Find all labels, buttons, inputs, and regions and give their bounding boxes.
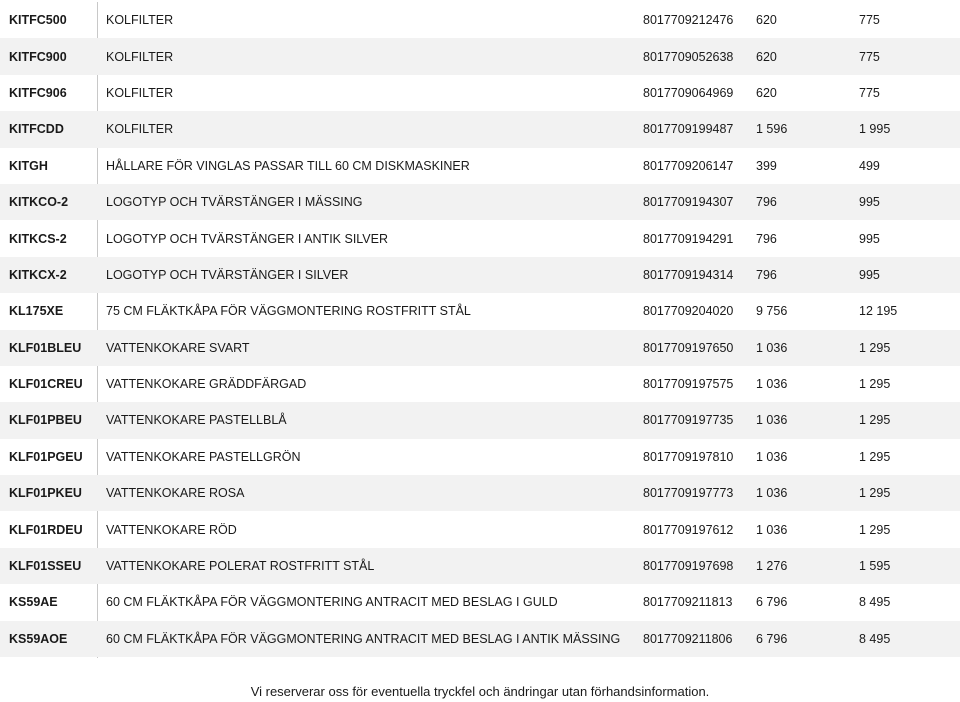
table-row (0, 257, 960, 293)
table-row (0, 511, 960, 547)
price-incl-vat: 1 295 (859, 449, 891, 464)
price-excl-vat: 1 036 (756, 377, 788, 392)
price-excl-vat: 9 756 (756, 304, 788, 319)
product-description: KOLFILTER (106, 85, 174, 100)
product-code: KLF01PGEU (9, 449, 83, 464)
price-incl-vat: 1 295 (859, 377, 891, 392)
table-row (0, 584, 960, 620)
table-row (0, 621, 960, 657)
product-code: KITFC906 (9, 85, 67, 100)
product-code: KITFC900 (9, 49, 67, 64)
price-excl-vat: 1 036 (756, 522, 788, 537)
product-code: KLF01BLEU (9, 340, 82, 355)
product-code: KL175XE (9, 304, 64, 319)
product-description: LOGOTYP OCH TVÄRSTÄNGER I ANTIK SILVER (106, 231, 389, 246)
ean-code: 8017709211806 (643, 631, 733, 646)
price-excl-vat: 1 036 (756, 486, 788, 501)
price-excl-vat: 1 036 (756, 413, 788, 428)
ean-code: 8017709197575 (643, 377, 734, 392)
product-code: KITKCX-2 (9, 267, 67, 282)
ean-code: 8017709197612 (643, 522, 734, 537)
table-row (0, 475, 960, 511)
ean-code: 8017709197810 (643, 449, 734, 464)
product-description: 60 CM FLÄKTKÅPA FÖR VÄGGMONTERING ANTRACIT MED BESLAG I GULD (106, 595, 558, 610)
table-row (0, 220, 960, 256)
product-code: KS59AE (9, 595, 58, 610)
product-code: KLF01SSEU (9, 559, 82, 574)
ean-code: 8017709197773 (643, 486, 734, 501)
table-row (0, 2, 960, 38)
price-excl-vat: 620 (756, 85, 777, 100)
product-description: 60 CM FLÄKTKÅPA FÖR VÄGGMONTERING ANTRACIT MED BESLAG I ANTIK MÄSSING (106, 631, 621, 646)
table-row (0, 184, 960, 220)
table-row (0, 366, 960, 402)
price-excl-vat: 1 596 (756, 122, 788, 137)
product-description: VATTENKOKARE GRÄDDFÄRGAD (106, 377, 307, 392)
product-description: VATTENKOKARE SVART (106, 340, 250, 355)
footer-note: Vi reserverar oss för eventuella tryckfel och ändringar utan förhandsinformation. (250, 684, 710, 699)
ean-code: 8017709194314 (643, 267, 734, 282)
price-excl-vat: 6 796 (756, 631, 788, 646)
product-description: 75 CM FLÄKTKÅPA FÖR VÄGGMONTERING ROSTFRITT STÅL (106, 304, 471, 319)
price-incl-vat: 995 (859, 267, 880, 282)
price-excl-vat: 1 276 (756, 559, 788, 574)
product-code: KITGH (9, 158, 48, 173)
price-excl-vat: 399 (756, 158, 777, 173)
price-incl-vat: 8 495 (859, 631, 891, 646)
ean-code: 8017709197698 (643, 559, 734, 574)
product-description: VATTENKOKARE RÖD (106, 522, 237, 537)
product-description: VATTENKOKARE PASTELLGRÖN (106, 449, 301, 464)
product-description: KOLFILTER (106, 122, 174, 137)
price-excl-vat: 796 (756, 267, 777, 282)
price-incl-vat: 1 295 (859, 486, 891, 501)
price-excl-vat: 620 (756, 49, 777, 64)
price-incl-vat: 12 195 (859, 304, 898, 319)
price-excl-vat: 796 (756, 231, 777, 246)
table-row (0, 439, 960, 475)
price-incl-vat: 995 (859, 231, 880, 246)
product-code: KLF01PBEU (9, 413, 82, 428)
table-row (0, 293, 960, 329)
table-row (0, 402, 960, 438)
price-incl-vat: 775 (859, 13, 880, 28)
product-description: LOGOTYP OCH TVÄRSTÄNGER I SILVER (106, 267, 349, 282)
product-description: VATTENKOKARE PASTELLBLÅ (106, 413, 287, 428)
price-incl-vat: 995 (859, 195, 880, 210)
ean-code: 8017709194291 (643, 231, 734, 246)
price-incl-vat: 1 295 (859, 522, 891, 537)
table-body (0, 2, 960, 657)
table-row (0, 548, 960, 584)
price-incl-vat: 8 495 (859, 595, 891, 610)
ean-code: 8017709211813 (643, 595, 733, 610)
ean-code: 8017709052638 (643, 49, 734, 64)
table-row (0, 111, 960, 147)
product-code: KLF01RDEU (9, 522, 83, 537)
price-incl-vat: 775 (859, 85, 880, 100)
price-excl-vat: 796 (756, 195, 777, 210)
product-description: LOGOTYP OCH TVÄRSTÄNGER I MÄSSING (106, 195, 363, 210)
price-excl-vat: 620 (756, 13, 777, 28)
ean-code: 8017709194307 (643, 195, 734, 210)
price-incl-vat: 1 295 (859, 340, 891, 355)
product-code: KITFCDD (9, 122, 64, 137)
ean-code: 8017709206147 (643, 158, 734, 173)
product-description: VATTENKOKARE POLERAT ROSTFRITT STÅL (106, 559, 375, 574)
product-description: KOLFILTER (106, 49, 174, 64)
ean-code: 8017709204020 (643, 304, 734, 319)
table-row (0, 75, 960, 111)
price-incl-vat: 499 (859, 158, 880, 173)
ean-code: 8017709199487 (643, 122, 734, 137)
price-incl-vat: 1 995 (859, 122, 891, 137)
ean-code: 8017709064969 (643, 85, 734, 100)
table-row (0, 148, 960, 184)
product-description: HÅLLARE FÖR VINGLAS PASSAR TILL 60 CM DISKMASKINER (106, 158, 470, 173)
price-excl-vat: 1 036 (756, 449, 788, 464)
price-incl-vat: 1 295 (859, 413, 891, 428)
price-incl-vat: 1 595 (859, 559, 891, 574)
price-table (0, 2, 960, 657)
table-row (0, 38, 960, 74)
product-code: KLF01CREU (9, 377, 83, 392)
price-incl-vat: 775 (859, 49, 880, 64)
ean-code: 8017709197735 (643, 413, 734, 428)
price-excl-vat: 6 796 (756, 595, 788, 610)
product-code: KITKCS-2 (9, 231, 67, 246)
product-code: KITFC500 (9, 13, 67, 28)
price-excl-vat: 1 036 (756, 340, 788, 355)
product-code: KS59AOE (9, 631, 68, 646)
product-description: VATTENKOKARE ROSA (106, 486, 245, 501)
ean-code: 8017709212476 (643, 13, 734, 28)
table-row (0, 330, 960, 366)
product-description: KOLFILTER (106, 13, 174, 28)
product-code: KLF01PKEU (9, 486, 82, 501)
ean-code: 8017709197650 (643, 340, 734, 355)
product-code: KITKCO-2 (9, 195, 69, 210)
